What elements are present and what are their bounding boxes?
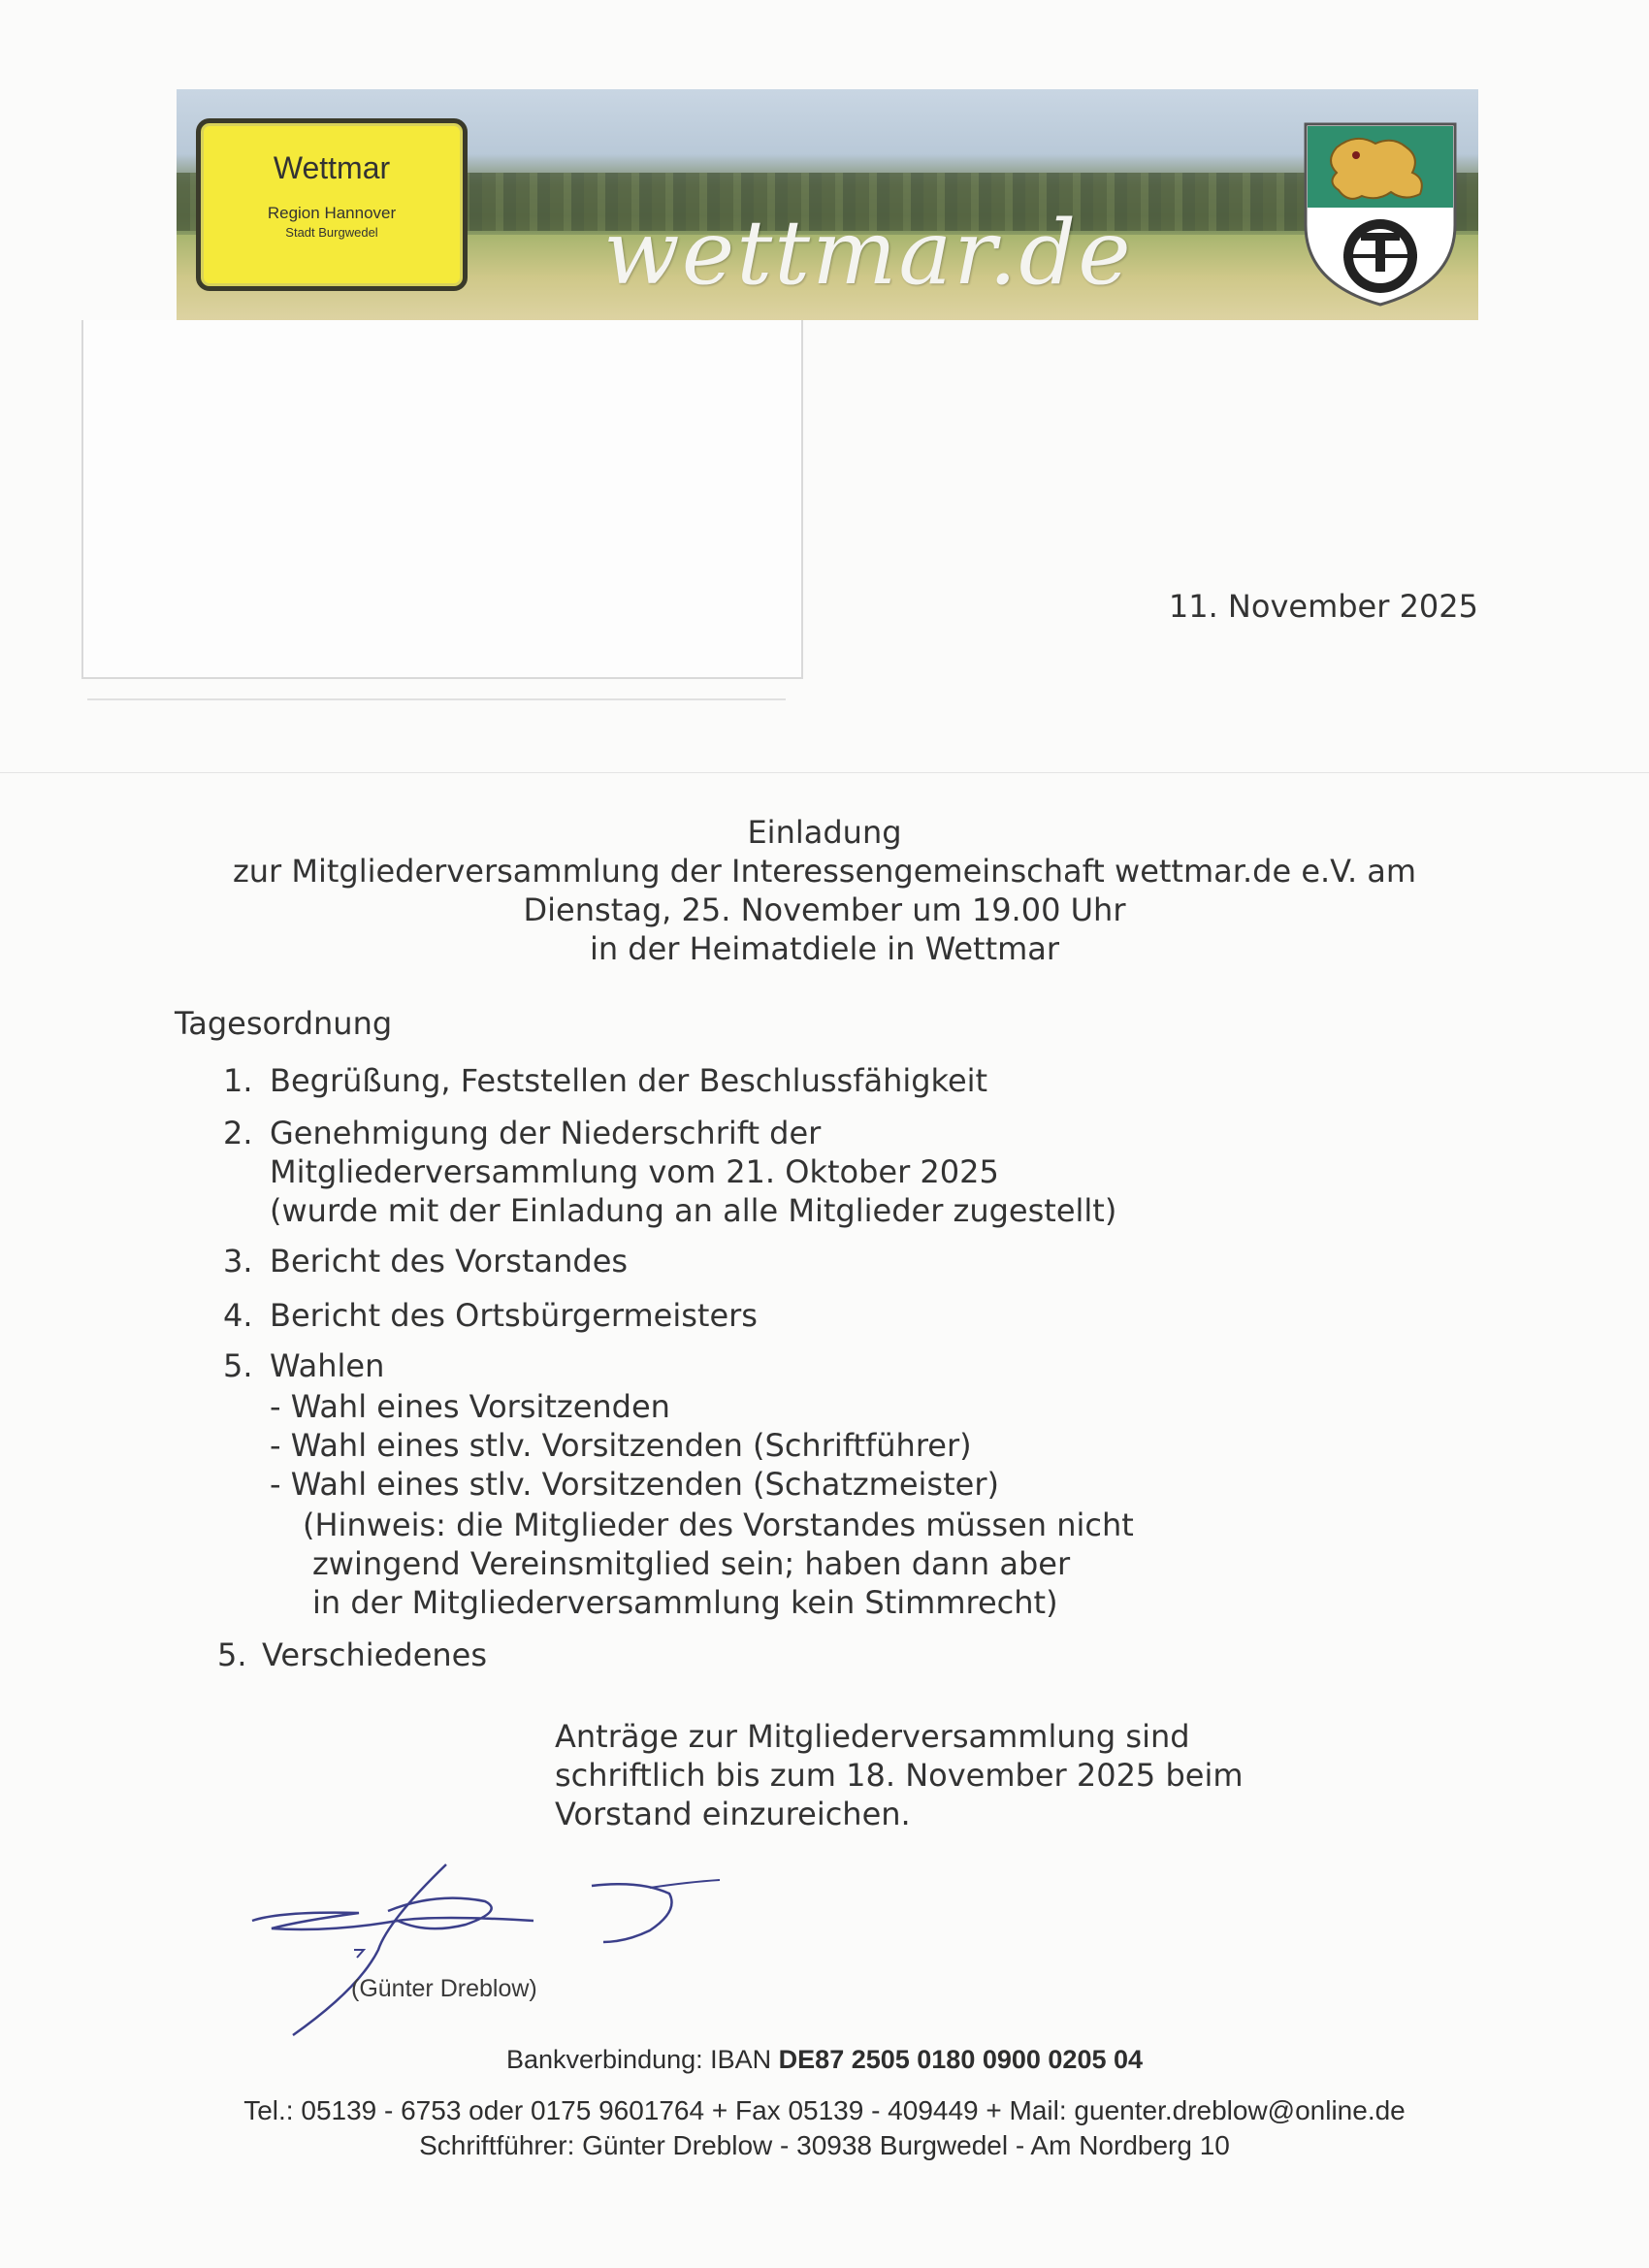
address-line: Schriftführer: Günter Dreblow - 30938 Burgwedel - Am Nordberg 10 (419, 2130, 1230, 2160)
election-item: - Wahl eines stlv. Vorsitzenden (Schriftführer) (270, 1427, 972, 1464)
bank-label: Bankverbindung: IBAN (505, 2045, 772, 2074)
agenda-item-text: Mitgliederversammlung vom 21. Oktober 2025 (270, 1153, 999, 1190)
invitation-line-2: zur Mitgliederversammlung der Interessengemeinschaft wettmar.de e.V. am (232, 853, 1417, 890)
agenda-item-text: Verschiedenes (262, 1636, 488, 1673)
motions-line: schriftlich bis zum 18. November 2025 beim (555, 1757, 1244, 1794)
town-sign-city: Stadt Burgwedel (285, 225, 378, 240)
handwritten-signature (242, 1853, 728, 2047)
election-item: - Wahl eines stlv. Vorsitzenden (Schatzmeister) (270, 1466, 999, 1503)
invitation-line-4: in der Heimatdiele in Wettmar (589, 930, 1060, 967)
motions-line: Vorstand einzureichen. (555, 1796, 911, 1832)
agenda-item-number: 3. (223, 1243, 253, 1280)
script-logo: wettmar.de (603, 201, 1133, 305)
agenda-item-number: 5. (217, 1636, 247, 1673)
election-note: zwingend Vereinsmitglied sein; haben dann aber (312, 1545, 1071, 1582)
agenda-item-text: Genehmigung der Niederschrift der (270, 1115, 822, 1151)
election-item: - Wahl eines Vorsitzenden (270, 1388, 670, 1425)
fold-line (0, 772, 1649, 773)
iban-value: DE87 2505 0180 0900 0205 04 (778, 2045, 1144, 2074)
invitation-line-3: Dienstag, 25. November um 19.00 Uhr (523, 891, 1126, 928)
address-window (81, 320, 803, 679)
bank-details (0, 2045, 1649, 2075)
municipal-crest-icon (1298, 118, 1463, 308)
agenda-item-text: Bericht des Ortsbürgermeisters (270, 1297, 758, 1334)
contact-footer (0, 2093, 1649, 2163)
address-window-shadow (87, 679, 786, 700)
agenda-item-text: (wurde mit der Einladung an alle Mitglieder zugestellt) (270, 1192, 1117, 1229)
agenda-item-number: 1. (223, 1062, 253, 1099)
agenda-item-number: 5. (223, 1347, 253, 1384)
motions-note (555, 1717, 1244, 1833)
contact-line: Tel.: 05139 - 6753 oder 0175 9601764 + Fax 05139 - 409449 + Mail: guenter.dreblow@online.de (243, 2095, 1406, 2125)
invitation-block (0, 813, 1649, 968)
agenda-item-text: Begrüßung, Feststellen der Beschlussfähigkeit (270, 1062, 988, 1099)
header-banner (177, 89, 1478, 320)
signer-name: (Günter Dreblow) (351, 1975, 537, 2002)
invitation-title: Einladung (747, 814, 902, 851)
town-sign-region: Region Hannover (267, 204, 397, 222)
agenda-item-number: 2. (223, 1115, 253, 1151)
election-note: in der Mitgliederversammlung kein Stimmrecht) (312, 1584, 1058, 1621)
motions-line: Anträge zur Mitgliederversammlung sind (555, 1718, 1190, 1755)
town-sign-title: Wettmar (273, 150, 391, 185)
agenda-item-number: 4. (223, 1297, 253, 1334)
agenda-item-text: Bericht des Vorstandes (270, 1243, 629, 1280)
agenda-item-text: Wahlen (270, 1347, 385, 1384)
election-note: (Hinweis: die Mitglieder des Vorstandes müssen nicht (303, 1507, 1134, 1543)
letter-date: 11. November 2025 (1168, 588, 1478, 625)
town-sign (196, 118, 468, 291)
agenda-heading: Tagesordnung (175, 1005, 393, 1042)
